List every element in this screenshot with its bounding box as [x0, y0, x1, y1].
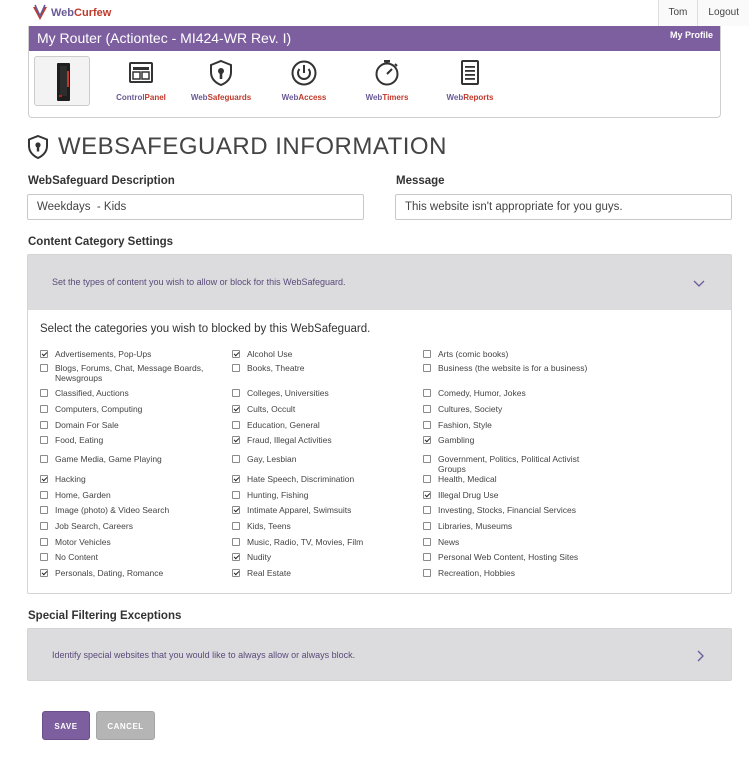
webcurfew-logo[interactable]	[32, 3, 111, 23]
category-checkbox-item[interactable]	[40, 537, 215, 547]
category-label: Home, Garden	[55, 490, 111, 500]
exceptions-header[interactable]	[27, 628, 732, 681]
checkbox-unchecked[interactable]	[232, 538, 240, 546]
description-input[interactable]	[27, 194, 364, 220]
category-label: News	[438, 537, 460, 547]
category-checkbox-item[interactable]	[232, 568, 407, 578]
nav-webaccess-label-a: Web	[281, 93, 299, 102]
nav-webtimers-label-a: Web	[365, 93, 383, 102]
category-label: Cultures, Society	[438, 404, 503, 414]
nav-control-panel-label	[101, 93, 181, 102]
checkbox-unchecked[interactable]	[423, 455, 431, 463]
checkbox-unchecked[interactable]	[40, 491, 48, 499]
top-bar	[0, 0, 749, 26]
router-panel	[28, 26, 721, 118]
category-label: Gambling	[438, 435, 475, 445]
checkbox-unchecked[interactable]	[40, 553, 48, 561]
category-label: Food, Eating	[55, 435, 104, 445]
checkbox-unchecked[interactable]	[423, 421, 431, 429]
category-label: Game Media, Game Playing	[55, 454, 162, 464]
category-label: Personal Web Content, Hosting Sites	[438, 552, 579, 562]
category-label: Music, Radio, TV, Movies, Film	[247, 537, 364, 547]
router-icon	[35, 57, 91, 107]
checkbox-checked[interactable]	[40, 475, 48, 483]
shield-icon	[28, 135, 48, 159]
category-checkbox-item[interactable]	[232, 349, 407, 359]
checkbox-checked[interactable]	[232, 506, 240, 514]
category-label: Hunting, Fishing	[247, 490, 309, 500]
checkbox-checked[interactable]	[423, 436, 431, 444]
category-checkbox-item[interactable]	[40, 388, 215, 398]
category-label: Motor Vehicles	[55, 537, 111, 547]
category-checkbox-item[interactable]	[40, 490, 215, 500]
category-checkbox-item[interactable]	[423, 552, 598, 562]
brand-curfew-text: Curfew	[74, 7, 112, 19]
checkbox-unchecked[interactable]	[423, 364, 431, 372]
nav-control-panel-label-b: Panel	[144, 93, 166, 102]
nav-webtimers[interactable]	[347, 59, 427, 102]
category-label: Books, Theatre	[247, 363, 305, 373]
category-checkbox-item[interactable]	[423, 363, 598, 373]
category-checkbox-item[interactable]	[423, 388, 598, 398]
category-label: Arts (comic books)	[438, 349, 509, 359]
content-category-header-text: Set the types of content you wish to allow or block for this WebSafeguard.	[52, 277, 346, 287]
category-checkbox-item[interactable]	[423, 490, 598, 500]
category-checkbox-item[interactable]	[40, 568, 215, 578]
category-checkbox-item[interactable]	[40, 404, 215, 414]
category-checkbox-item[interactable]	[423, 537, 598, 547]
nav-control-panel-label-a: Control	[116, 93, 145, 102]
category-checkbox-item[interactable]	[232, 454, 407, 464]
power-icon	[290, 59, 318, 87]
category-label: Domain For Sale	[55, 420, 119, 430]
checkbox-unchecked[interactable]	[40, 405, 48, 413]
report-icon	[456, 59, 484, 87]
category-checkbox-item[interactable]	[40, 505, 215, 515]
checkbox-unchecked[interactable]	[232, 389, 240, 397]
category-label: Kids, Teens	[247, 521, 291, 531]
checkbox-checked[interactable]	[232, 350, 240, 358]
category-label: Blogs, Forums, Chat, Message Boards, Newsgroups	[55, 363, 204, 383]
router-header	[29, 26, 720, 51]
checkbox-unchecked[interactable]	[40, 538, 48, 546]
category-label: Nudity	[247, 552, 272, 562]
category-checkbox-item[interactable]	[232, 505, 407, 515]
logout-link[interactable]: Logout	[697, 0, 749, 26]
content-category-panel	[27, 254, 732, 594]
category-checkbox-item[interactable]	[423, 474, 598, 484]
page-title: WEBSAFEGUARD INFORMATION	[58, 133, 447, 160]
nav-websafeguards-label-a: Web	[190, 93, 208, 102]
checkbox-unchecked[interactable]	[232, 455, 240, 463]
checkbox-unchecked[interactable]	[40, 436, 48, 444]
category-checkbox-item[interactable]	[423, 454, 598, 474]
category-label: Real Estate	[247, 568, 291, 578]
router-title: My Router (Actiontec - MI424-WR Rev. I)	[37, 30, 292, 46]
checkbox-unchecked[interactable]	[423, 538, 431, 546]
control-panel-icon	[127, 59, 155, 87]
brand-name	[51, 7, 111, 19]
cancel-button[interactable]: CANCEL	[96, 711, 155, 740]
checkbox-unchecked[interactable]	[40, 389, 48, 397]
checkbox-unchecked[interactable]	[232, 491, 240, 499]
nav-webaccess[interactable]	[264, 59, 344, 102]
category-label: Hacking	[55, 474, 86, 484]
category-label: Gay, Lesbian	[247, 454, 297, 464]
category-checkbox-item[interactable]	[232, 474, 407, 484]
description-label: WebSafeguard Description	[28, 175, 175, 187]
checkbox-unchecked[interactable]	[423, 506, 431, 514]
nav-control-panel[interactable]	[101, 59, 181, 102]
nav-webaccess-label	[264, 93, 344, 102]
category-label: Advertisements, Pop-Ups	[55, 349, 152, 359]
checkbox-checked[interactable]	[232, 475, 240, 483]
category-label: Health, Medical	[438, 474, 497, 484]
exceptions-title: Special Filtering Exceptions	[28, 610, 182, 622]
checkbox-checked[interactable]	[232, 553, 240, 561]
content-category-header[interactable]	[28, 255, 731, 310]
checkbox-checked[interactable]	[232, 569, 240, 577]
user-name-link[interactable]: Tom	[658, 0, 698, 26]
category-label: Government, Politics, Political Activist Groups	[438, 454, 580, 474]
message-label: Message	[396, 175, 445, 187]
checkbox-unchecked[interactable]	[40, 522, 48, 530]
checkbox-checked[interactable]	[423, 491, 431, 499]
category-label: Alcohol Use	[247, 349, 293, 359]
checkbox-unchecked[interactable]	[232, 364, 240, 372]
category-checkbox-item[interactable]	[40, 349, 215, 359]
category-checkbox-item[interactable]	[40, 474, 215, 484]
category-checkbox-item[interactable]	[40, 552, 215, 562]
checkbox-unchecked[interactable]	[423, 569, 431, 577]
router-image	[34, 56, 90, 106]
category-label: Cults, Occult	[247, 404, 296, 414]
category-checkbox-item[interactable]	[423, 420, 598, 430]
category-label: Hate Speech, Discrimination	[247, 474, 355, 484]
category-label: Fraud, Illegal Activities	[247, 435, 332, 445]
category-checkbox-item[interactable]	[423, 505, 598, 515]
category-checkbox-item[interactable]	[423, 349, 598, 359]
nav-webtimers-label-b: Timers	[382, 93, 409, 102]
category-checkbox-item[interactable]	[232, 404, 407, 414]
checkbox-unchecked[interactable]	[40, 421, 48, 429]
category-label: Recreation, Hobbies	[438, 568, 516, 578]
category-label: No Content	[55, 552, 98, 562]
checkbox-checked[interactable]	[40, 350, 48, 358]
category-checkbox-item[interactable]	[232, 363, 407, 373]
category-instructions: Select the categories you wish to blocked by this WebSafeguard.	[40, 323, 371, 335]
checkbox-unchecked[interactable]	[40, 506, 48, 514]
exceptions-header-text: Identify special websites that you would like to always allow or always block.	[52, 650, 356, 660]
category-label: Image (photo) & Video Search	[55, 505, 170, 515]
checkbox-unchecked[interactable]	[40, 455, 48, 463]
nav-websafeguards[interactable]	[181, 59, 261, 102]
category-label: Investing, Stocks, Financial Services	[438, 505, 576, 515]
my-profile-link[interactable]: My Profile	[669, 30, 713, 40]
shield-icon	[207, 59, 235, 87]
nav-webreports-label-a: Web	[446, 93, 464, 102]
category-checkbox-item[interactable]	[423, 404, 598, 414]
category-checkbox-item[interactable]	[423, 435, 598, 445]
category-label: Business (the website is for a business)	[438, 363, 588, 373]
category-checkbox-item[interactable]	[423, 568, 598, 578]
category-checkbox-item[interactable]	[232, 521, 407, 531]
category-label: Illegal Drug Use	[438, 490, 499, 500]
checkbox-unchecked[interactable]	[423, 553, 431, 561]
stopwatch-icon	[373, 59, 401, 87]
category-label: Intimate Apparel, Swimsuits	[247, 505, 352, 515]
category-checkbox-item[interactable]	[40, 363, 215, 383]
checkbox-checked[interactable]	[232, 436, 240, 444]
user-menu	[658, 0, 749, 26]
nav-websafeguards-label-b: Safeguards	[207, 93, 252, 102]
checkbox-checked[interactable]	[40, 569, 48, 577]
category-label: Fashion, Style	[438, 420, 492, 430]
chevron-down-icon[interactable]	[693, 277, 705, 289]
checkbox-unchecked[interactable]	[232, 522, 240, 530]
category-checkbox-item[interactable]	[423, 521, 598, 531]
category-checkbox-item[interactable]	[232, 435, 407, 445]
nav-webreports[interactable]	[430, 59, 510, 102]
category-checkbox-item[interactable]	[232, 420, 407, 430]
category-checkbox-item[interactable]	[40, 435, 215, 445]
category-label: Libraries, Museums	[438, 521, 513, 531]
checkbox-unchecked[interactable]	[423, 350, 431, 358]
category-label: Personals, Dating, Romance	[55, 568, 164, 578]
checkbox-checked[interactable]	[232, 405, 240, 413]
checkbox-unchecked[interactable]	[423, 475, 431, 483]
checkbox-unchecked[interactable]	[232, 421, 240, 429]
nav-websafeguards-label	[181, 93, 261, 102]
category-label: Job Search, Careers	[55, 521, 133, 531]
message-input[interactable]	[395, 194, 732, 220]
save-button[interactable]: SAVE	[42, 711, 90, 740]
checkbox-unchecked[interactable]	[40, 364, 48, 372]
checkbox-unchecked[interactable]	[423, 522, 431, 530]
category-checkbox-item[interactable]	[40, 521, 215, 531]
category-checkbox-item[interactable]	[232, 537, 407, 547]
category-label: Comedy, Humor, Jokes	[438, 388, 526, 398]
nav-webreports-label	[430, 93, 510, 102]
nav-webreports-label-b: Reports	[463, 93, 494, 102]
category-label: Education, General	[247, 420, 320, 430]
category-checkbox-item[interactable]	[40, 420, 215, 430]
nav-webaccess-label-b: Access	[298, 93, 327, 102]
checkbox-unchecked[interactable]	[423, 405, 431, 413]
category-label: Colleges, Universities	[247, 388, 329, 398]
category-label: Classified, Auctions	[55, 388, 129, 398]
category-checkbox-item[interactable]	[232, 552, 407, 562]
nav-webtimers-label	[347, 93, 427, 102]
webcurfew-logo-icon	[32, 4, 48, 22]
content-category-title: Content Category Settings	[28, 236, 174, 248]
page-heading	[28, 133, 447, 161]
category-checkbox-item[interactable]	[232, 388, 407, 398]
brand-web-text: Web	[51, 7, 75, 19]
category-checkbox-item[interactable]	[40, 454, 215, 464]
chevron-right-icon[interactable]	[694, 650, 706, 662]
category-label: Computers, Computing	[55, 404, 143, 414]
checkbox-unchecked[interactable]	[423, 389, 431, 397]
category-checkbox-item[interactable]	[232, 490, 407, 500]
